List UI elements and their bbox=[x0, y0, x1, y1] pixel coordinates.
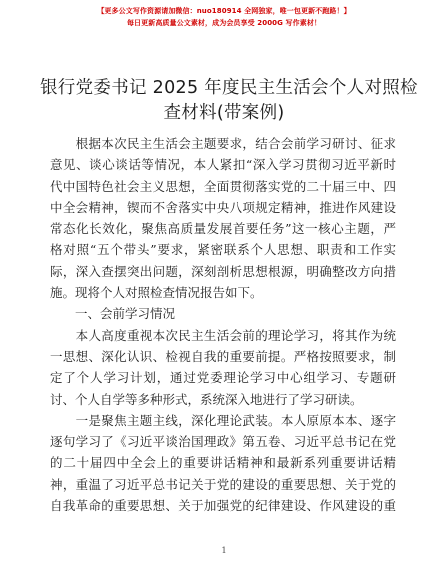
paragraph-line: 本人高度重视本次民主生活会前的理论学习，将其作为统 bbox=[50, 327, 396, 343]
paragraph-line: 格对照“五个带头”要求，紧密联系个人思想、职责和工作实 bbox=[50, 242, 396, 258]
paragraph-line: 中全会精神，锲而不舍落实中央八项规定精神，推进作风建设 bbox=[50, 199, 396, 215]
paragraph-line: 意见、谈心谈话等情况，本人紧扣“深入学习贯彻习近平新时 bbox=[50, 157, 396, 173]
paragraph-line: 施。现将个人对照检查情况报告如下。 bbox=[50, 285, 263, 301]
paragraph-study bbox=[50, 325, 396, 410]
title-line-2: 查材料(带案例) bbox=[163, 103, 285, 123]
paragraph-line: 常态化长效化，聚焦高质量发展首要任务”这一核心主题，严 bbox=[50, 221, 396, 237]
section-heading-text: 一、会前学习情况 bbox=[50, 306, 176, 322]
paragraph-line: 一是聚焦主题主线，深化理论武装。本人原原本本、逐字 bbox=[50, 412, 396, 428]
paragraph-line: 自我革命的重要思想、关于加强党的纪律建设、作风建设的重 bbox=[50, 498, 396, 514]
promo-banner bbox=[0, 5, 448, 29]
paragraph-intro bbox=[50, 133, 396, 303]
paragraph-line: 一思想、深化认识、检视自我的重要前提。严格按照要求，制 bbox=[50, 348, 396, 364]
promo-banner-line-1: 【更多公文写作资源请加微信：nuo180914 全网独家，唯一包更新不跑路！】 bbox=[97, 7, 351, 15]
paragraph-line: 根据本次民主生活会主题要求，结合会前学习研讨、征求 bbox=[50, 136, 396, 151]
paragraph-line: 定了个人学习计划，通过党委理论学习中心组学习、专题研 bbox=[50, 370, 396, 386]
paragraph-theory bbox=[50, 410, 396, 516]
document-body bbox=[50, 133, 396, 516]
paragraph-line: 的二十届四中全会上的重要讲话精神和最新系列重要讲话精 bbox=[50, 455, 396, 471]
section-heading bbox=[50, 303, 396, 324]
title-line-1: 银行党委书记 2025 年度民主生活会个人对照检 bbox=[40, 78, 418, 98]
paragraph-line: 代中国特色社会主义思想，全面贯彻落实党的二十届三中、四 bbox=[50, 178, 396, 194]
document-title bbox=[40, 76, 418, 126]
paragraph-line: 逐句学习了《习近平谈治国理政》第五卷、习近平总书记在党 bbox=[50, 434, 396, 450]
promo-banner-line-2: 每日更新高质量公文素材，成为会员享受 2000G 写作素材！ bbox=[126, 19, 322, 27]
paragraph-line: 神，重温了习近平总书记关于党的建设的重要思想、关于党的 bbox=[50, 476, 396, 492]
paragraph-line: 际，深入查摆突出问题，深刻剖析思想根源，明确整改方向措 bbox=[50, 263, 396, 279]
page-number: 1 bbox=[221, 546, 227, 555]
paragraph-line: 讨、个人自学等多种形式，系统深入地进行了学习研读。 bbox=[50, 391, 363, 407]
